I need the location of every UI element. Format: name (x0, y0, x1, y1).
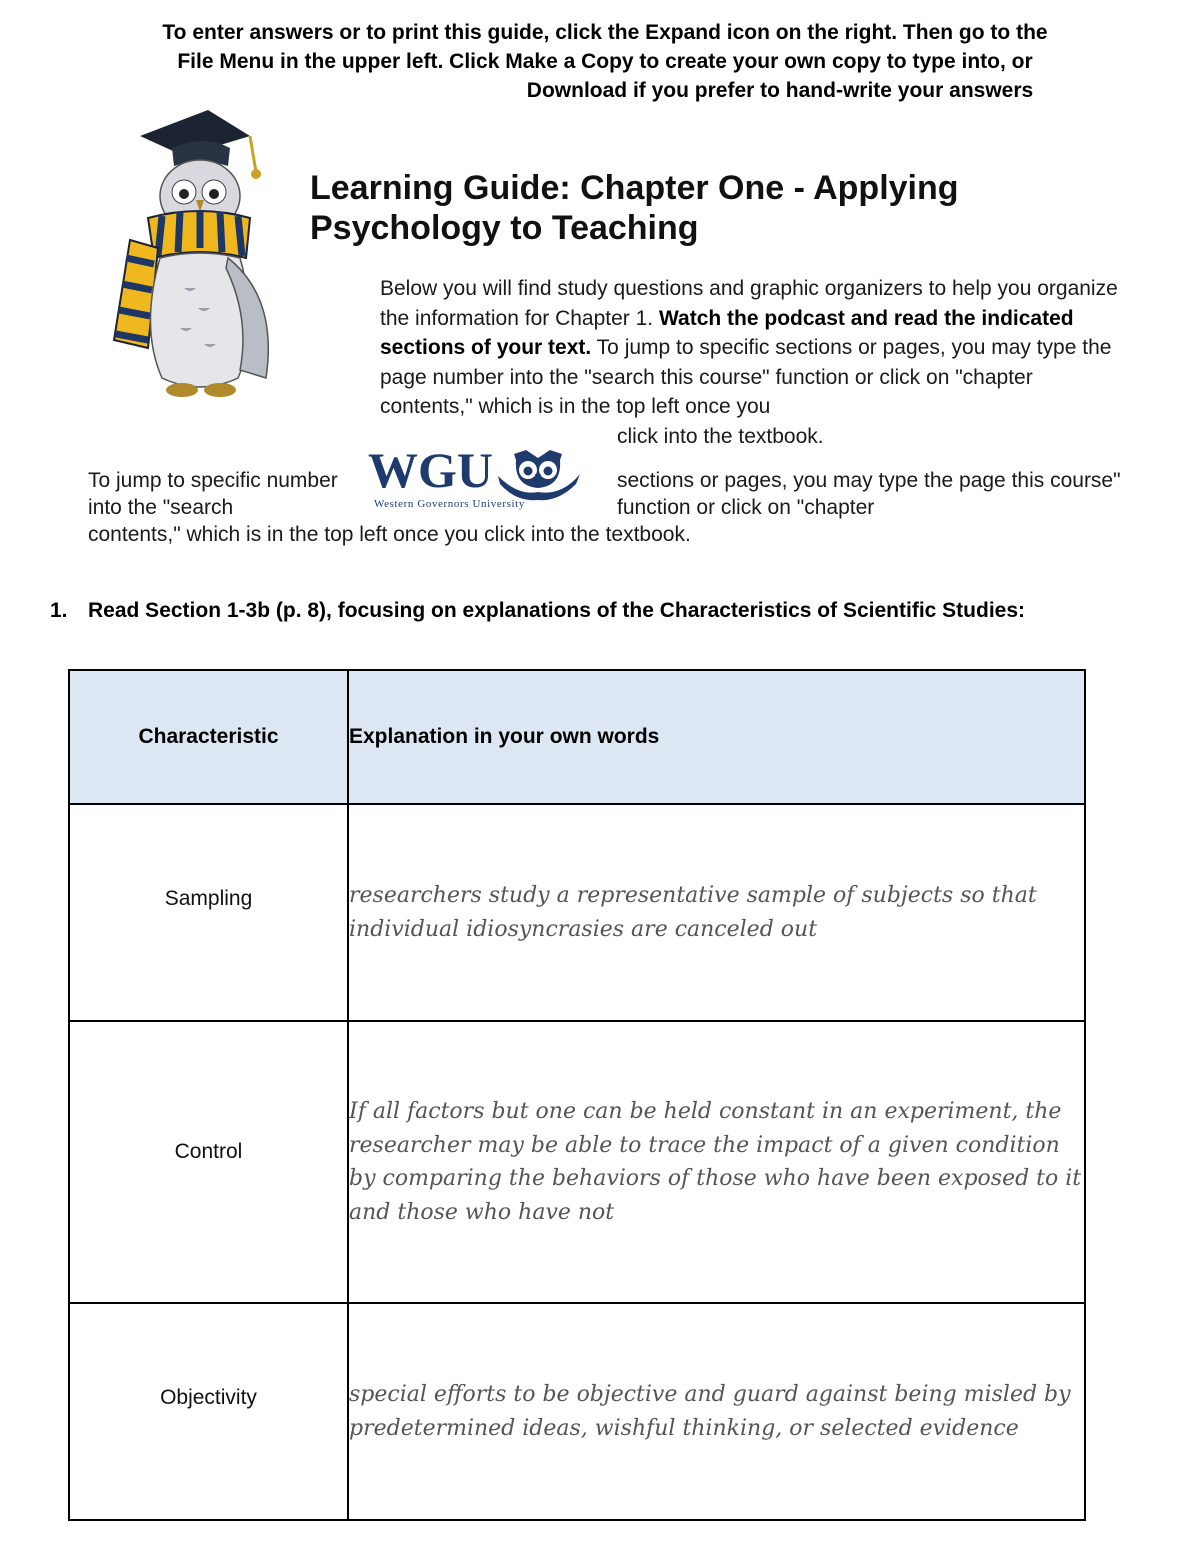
page-title (310, 168, 1130, 248)
owl-emblem-icon (498, 450, 580, 500)
header-characteristic: Characteristic (69, 670, 348, 804)
characteristic-label: Objectivity (160, 1385, 257, 1409)
characteristic-cell (69, 1021, 348, 1303)
characteristics-table (68, 669, 1086, 1521)
explanation-cell[interactable]: special efforts to be objective and guard against being misled by predetermined ideas, wishful thinking, or selected evidence (348, 1303, 1085, 1520)
wgu-logo (366, 444, 591, 514)
intro-paragraph (380, 274, 1130, 451)
question-text: Read Section 1-3b (p. 8), focusing on explanations of the Characteristics of Scientific Studies: (88, 599, 1026, 622)
instructions (60, 18, 1150, 105)
instructions-line-3: Download if you prefer to hand-write your answers (526, 79, 1034, 102)
characteristic-label: Sampling (164, 886, 253, 910)
intro-text-2: To jump to specific sections or pages, you may type the page number into the "search this course" function or click on "chapter contents," which is in the top left once you (380, 336, 1112, 418)
characteristic-label: Control (174, 1140, 243, 1163)
jump-text-bottom: contents," which is in the top left once you click into the textbook. (88, 523, 691, 546)
owl-mascot-icon (100, 108, 280, 413)
intro-text-1: Below you will find study questions and graphic organizers to help you organize the information for Chapter 1. (380, 277, 1118, 330)
jump-text-left: To jump to specific number into the "search (88, 469, 338, 519)
explanation-cell[interactable]: If all factors but one can be held constant in an experiment, the researcher may be able to trace the impact of a given condition by comparing the behaviors of those who have been exposed to it and those who have not (348, 1021, 1085, 1303)
header-explanation: Explanation in your own words (348, 670, 1085, 804)
wgu-subtext: Western Governors University (374, 498, 525, 510)
intro-text-last: click into the textbook. (617, 424, 824, 448)
explanation-cell[interactable]: researchers study a representative sample of subjects so that individual idiosyncrasies are canceled out (348, 804, 1085, 1021)
title-line-2: Psychology to Teaching (310, 209, 699, 247)
instructions-line-2: File Menu in the upper left. Click Make a Copy to create your own copy to type into, or (177, 50, 1033, 73)
wgu-wordmark: WGU (368, 444, 493, 498)
wgu-logo-icon (366, 444, 591, 514)
table-row (69, 1303, 1085, 1520)
table-row (69, 804, 1085, 1021)
characteristic-cell (69, 804, 348, 1021)
title-line-1: Learning Guide: Chapter One - Applying (310, 169, 959, 207)
intro-bold-text: Watch the podcast and read the indicated sections of your text. (380, 306, 1074, 359)
jump-text-right: sections or pages, you may type the page this course" function or click on "chapter (617, 469, 1121, 519)
instructions-line-1: To enter answers or to print this guide, click the Expand icon on the right. Then go to the (162, 21, 1048, 44)
question-1 (50, 596, 1110, 625)
table-row (69, 1021, 1085, 1303)
question-number: 1. (50, 599, 68, 622)
table-header-row (69, 670, 1085, 804)
characteristic-cell (69, 1303, 348, 1520)
